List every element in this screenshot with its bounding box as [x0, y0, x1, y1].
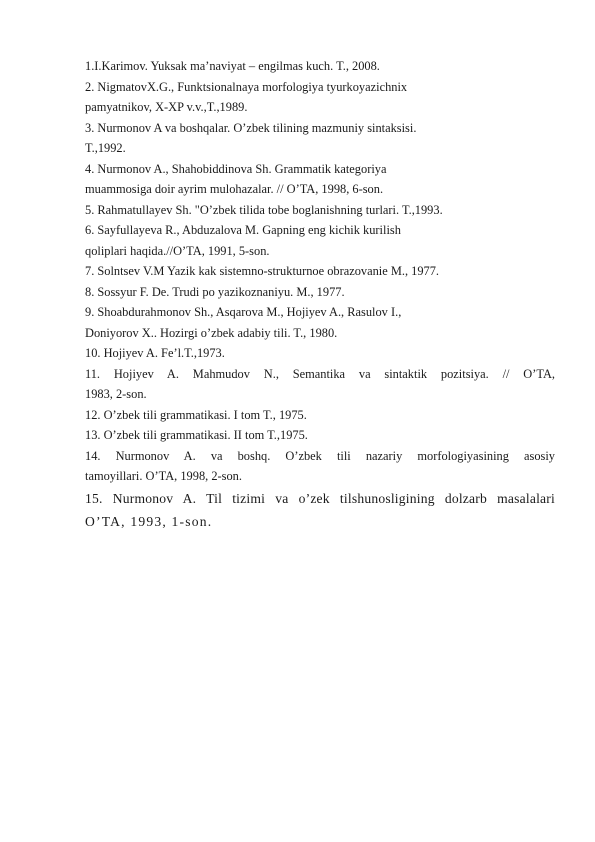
reference-15-line-1: 15. Nurmonov A. Til tizimi va o’zek tilshunosligining dolzarb masalalari [85, 490, 555, 506]
reference-12: 12. O’zbek tili grammatikasi. I tom T., 1975. [85, 407, 307, 422]
reference-9-line-1: 9. Shoabdurahmonov Sh., Asqarova M., Hojiyev A., Rasulov I., [85, 305, 402, 319]
reference-2-line-1: 2. NigmatovX.G., Funktsionalnaya morfologiya tyurkoyazichnix [85, 79, 408, 94]
reference-10: 10. Hojiyev A. Fe’l.T.,1973. [85, 346, 225, 360]
reference-3-line-1: 3. Nurmonov A va boshqalar. O’zbek tilining mazmuniy sintaksisi. [85, 120, 417, 135]
reference-2-line-2: pamyatnikov, X-XP v.v.,T.,1989. [85, 100, 248, 114]
reference-13: 13. O’zbek tili grammatikasi. II tom T.,1975. [85, 428, 308, 442]
reference-8: 8. Sossyur F. De. Trudi po yazikoznaniyu. M., 1977. [85, 284, 345, 299]
reference-5: 5. Rahmatullayev Sh. "O’zbek tilida tobe boglanishning turlari. T.,1993. [85, 202, 443, 217]
reference-4-line-2: muammosiga doir ayrim mulohazalar. // O’TA, 1998, 6-son. [85, 182, 384, 196]
reference-11-line-2: 1983, 2-son. [85, 387, 147, 401]
reference-3-line-2: T.,1992. [85, 141, 126, 155]
reference-6-line-1: 6. Sayfullayeva R., Abduzalova M. Gapning eng kichik kurilish [85, 223, 401, 237]
reference-6-line-2: qoliplari haqida.//O’TA, 1991, 5-son. [85, 243, 270, 258]
reference-14-line-2: tamoyillari. O’TA, 1998, 2-son. [85, 469, 242, 483]
reference-list [85, 56, 555, 533]
reference-7: 7. Solntsev V.M Yazik kak sistemno-strukturnoe obrazovanie M., 1977. [85, 264, 440, 278]
reference-1: 1.I.Karimov. Yuksak ma’naviyat – engilmas kuch. T., 2008. [85, 59, 380, 73]
reference-11-line-1: 11. Hojiyev A. Mahmudov N., Semantika va sintaktik pozitsiya. // O’TA, [85, 366, 555, 381]
reference-14-line-1: 14. Nurmonov A. va boshq. O’zbek tili nazariy morfologiyasining asosiy [85, 448, 555, 463]
reference-15-line-2: O’TA, 1993, 1-son. [85, 513, 213, 529]
reference-9-line-2: Doniyorov X.. Hozirgi o’zbek adabiy tili. T., 1980. [85, 325, 338, 340]
reference-4-line-1: 4. Nurmonov A., Shahobiddinova Sh. Grammatik kategoriya [85, 161, 387, 176]
